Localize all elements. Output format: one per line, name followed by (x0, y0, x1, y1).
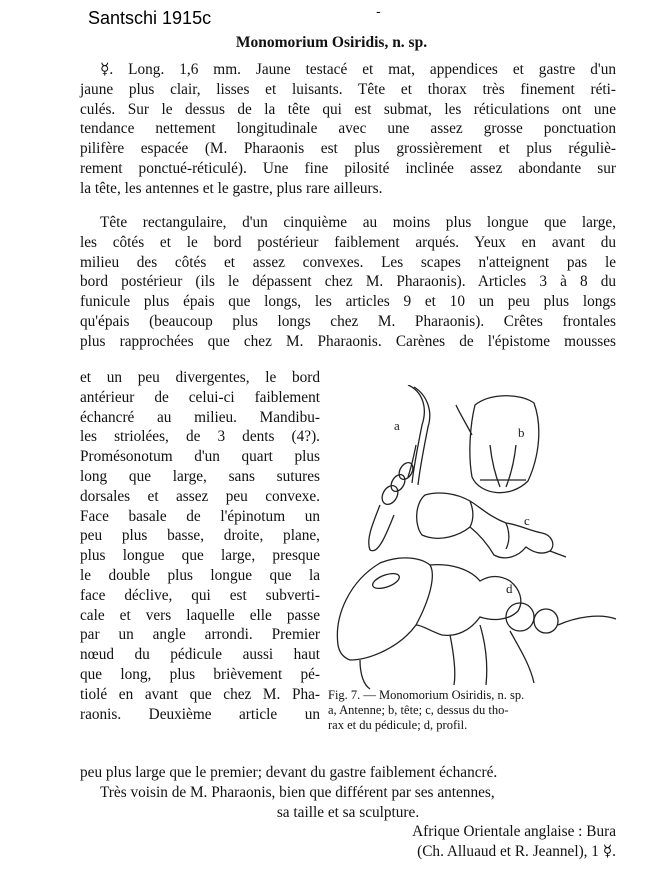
collector-line: (Ch. Alluaud et R. Jeannel), 1 ☿. (417, 843, 616, 861)
text-line: Très voisin de M. Pharaonis, bien que différent par ses antennes, (100, 783, 495, 801)
description-paragraph-1 (80, 60, 616, 199)
label-d: d (506, 581, 513, 596)
text-line: tendance nettement longitudinale avec une assez grosse ponctuation (80, 120, 616, 138)
species-suffix: , n. sp. (384, 34, 428, 51)
text-line: échancré au milieu. Mandibu- (80, 408, 320, 426)
text-line: plus rapprochées que chez M. Pharaonis. Carènes de l'épistome mousses (80, 332, 616, 350)
antenna-drawing (369, 385, 430, 551)
species-title (0, 34, 663, 52)
caption-line: Fig. 7. — Monomorium Osiridis, n. sp. (328, 688, 525, 702)
text-line: le double plus longue que la (80, 566, 320, 584)
text-line: pilifère espacée (M. Pharaonis est plus grossièrement et plus réguliè- (80, 140, 616, 158)
ant-illustration (330, 385, 620, 690)
label-c: c (524, 513, 530, 528)
text-line: long que large, sans sutures (80, 467, 320, 485)
source-citation: Santschi 1915c (88, 8, 212, 28)
label-a: a (394, 418, 400, 433)
text-line: la tête, les antennes et le gastre, plus rare ailleurs. (80, 179, 383, 197)
text-line: tiolé en avant que chez M. Pha- (80, 685, 320, 703)
closing-text (80, 763, 616, 862)
thorax-top-drawing (417, 493, 566, 558)
text-line: qu'épais (beaucoup plus longs chez M. Pharaonis). Crêtes frontales (80, 312, 616, 330)
profile-drawing (337, 558, 616, 689)
species-name: Monomorium Osiridis (235, 34, 385, 51)
text-line: culés. Sur le dessus de la tête qui est submat, les réticulations ont une (80, 100, 616, 118)
text-line: ☿. Long. 1,6 mm. Jaune testacé et mat, appendices et gastre d'un (100, 61, 616, 78)
text-line: cale et vers laquelle elle passe (80, 606, 320, 624)
text-line: jaune plus clair, lisses et luisants. Tête et thorax très finement réti- (80, 80, 616, 98)
text-line: nœud du pédicule aussi haut (80, 646, 320, 664)
text-line: les côtés et le bord postérieur faiblement arqués. Yeux en avant du (80, 233, 616, 251)
text-line: milieu des côtés et assez convexes. Les scapes n'atteignent pas le (80, 253, 616, 271)
description-column (80, 368, 320, 724)
text-line: Tête rectangulaire, d'un cinquième au moins plus longue que large, (100, 214, 616, 231)
text-line: et un peu divergentes, le bord (80, 369, 320, 386)
text-line: que long, plus brièvement pé- (80, 665, 320, 683)
head-drawing (456, 396, 539, 493)
text-line: Face basale de l'épinotum un (80, 507, 320, 525)
text-line: par un angle arrondi. Premier (80, 626, 320, 644)
caption-line: a, Antenne; b, tête; c, dessus du tho- (328, 703, 509, 717)
text-line: peu plus basse, droite, plane, (80, 527, 320, 545)
text-line: face déclive, qui est subverti- (80, 586, 320, 604)
text-line: plus longue que large, presque (80, 547, 320, 565)
text-line: peu plus large que le premier; devant du gastre faiblement échancré. (80, 764, 498, 781)
description-paragraph-2 (80, 213, 616, 352)
ant-drawing (330, 385, 620, 690)
figure-caption (328, 688, 620, 733)
locality-line: Afrique Orientale anglaise : Bura (412, 823, 616, 841)
caption-line: rax et du pédicule; d, profil. (328, 718, 468, 732)
text-line: les striolées, de 3 dents (4?). (80, 428, 320, 446)
text-line: rement ponctué-réticulé). Une fine pilosité inclinée assez abondante sur (80, 159, 616, 177)
label-b: b (518, 425, 525, 440)
text-line: funicule plus épais que longs, les articles 9 et 10 un peu plus longs (80, 293, 616, 311)
text-line: antérieur de celui-ci faiblement (80, 388, 320, 406)
page-mark: - (376, 4, 381, 20)
text-line: Promésonotum d'un quart plus (80, 448, 320, 466)
text-line: dorsales et assez peu convexe. (80, 487, 320, 505)
text-line: raonis. Deuxième article un (80, 705, 320, 723)
text-line: bord postérieur (ils le dépassent chez M. Pharaonis). Articles 3 à 8 du (80, 273, 616, 291)
text-line: sa taille et sa sculpture. (276, 803, 420, 821)
